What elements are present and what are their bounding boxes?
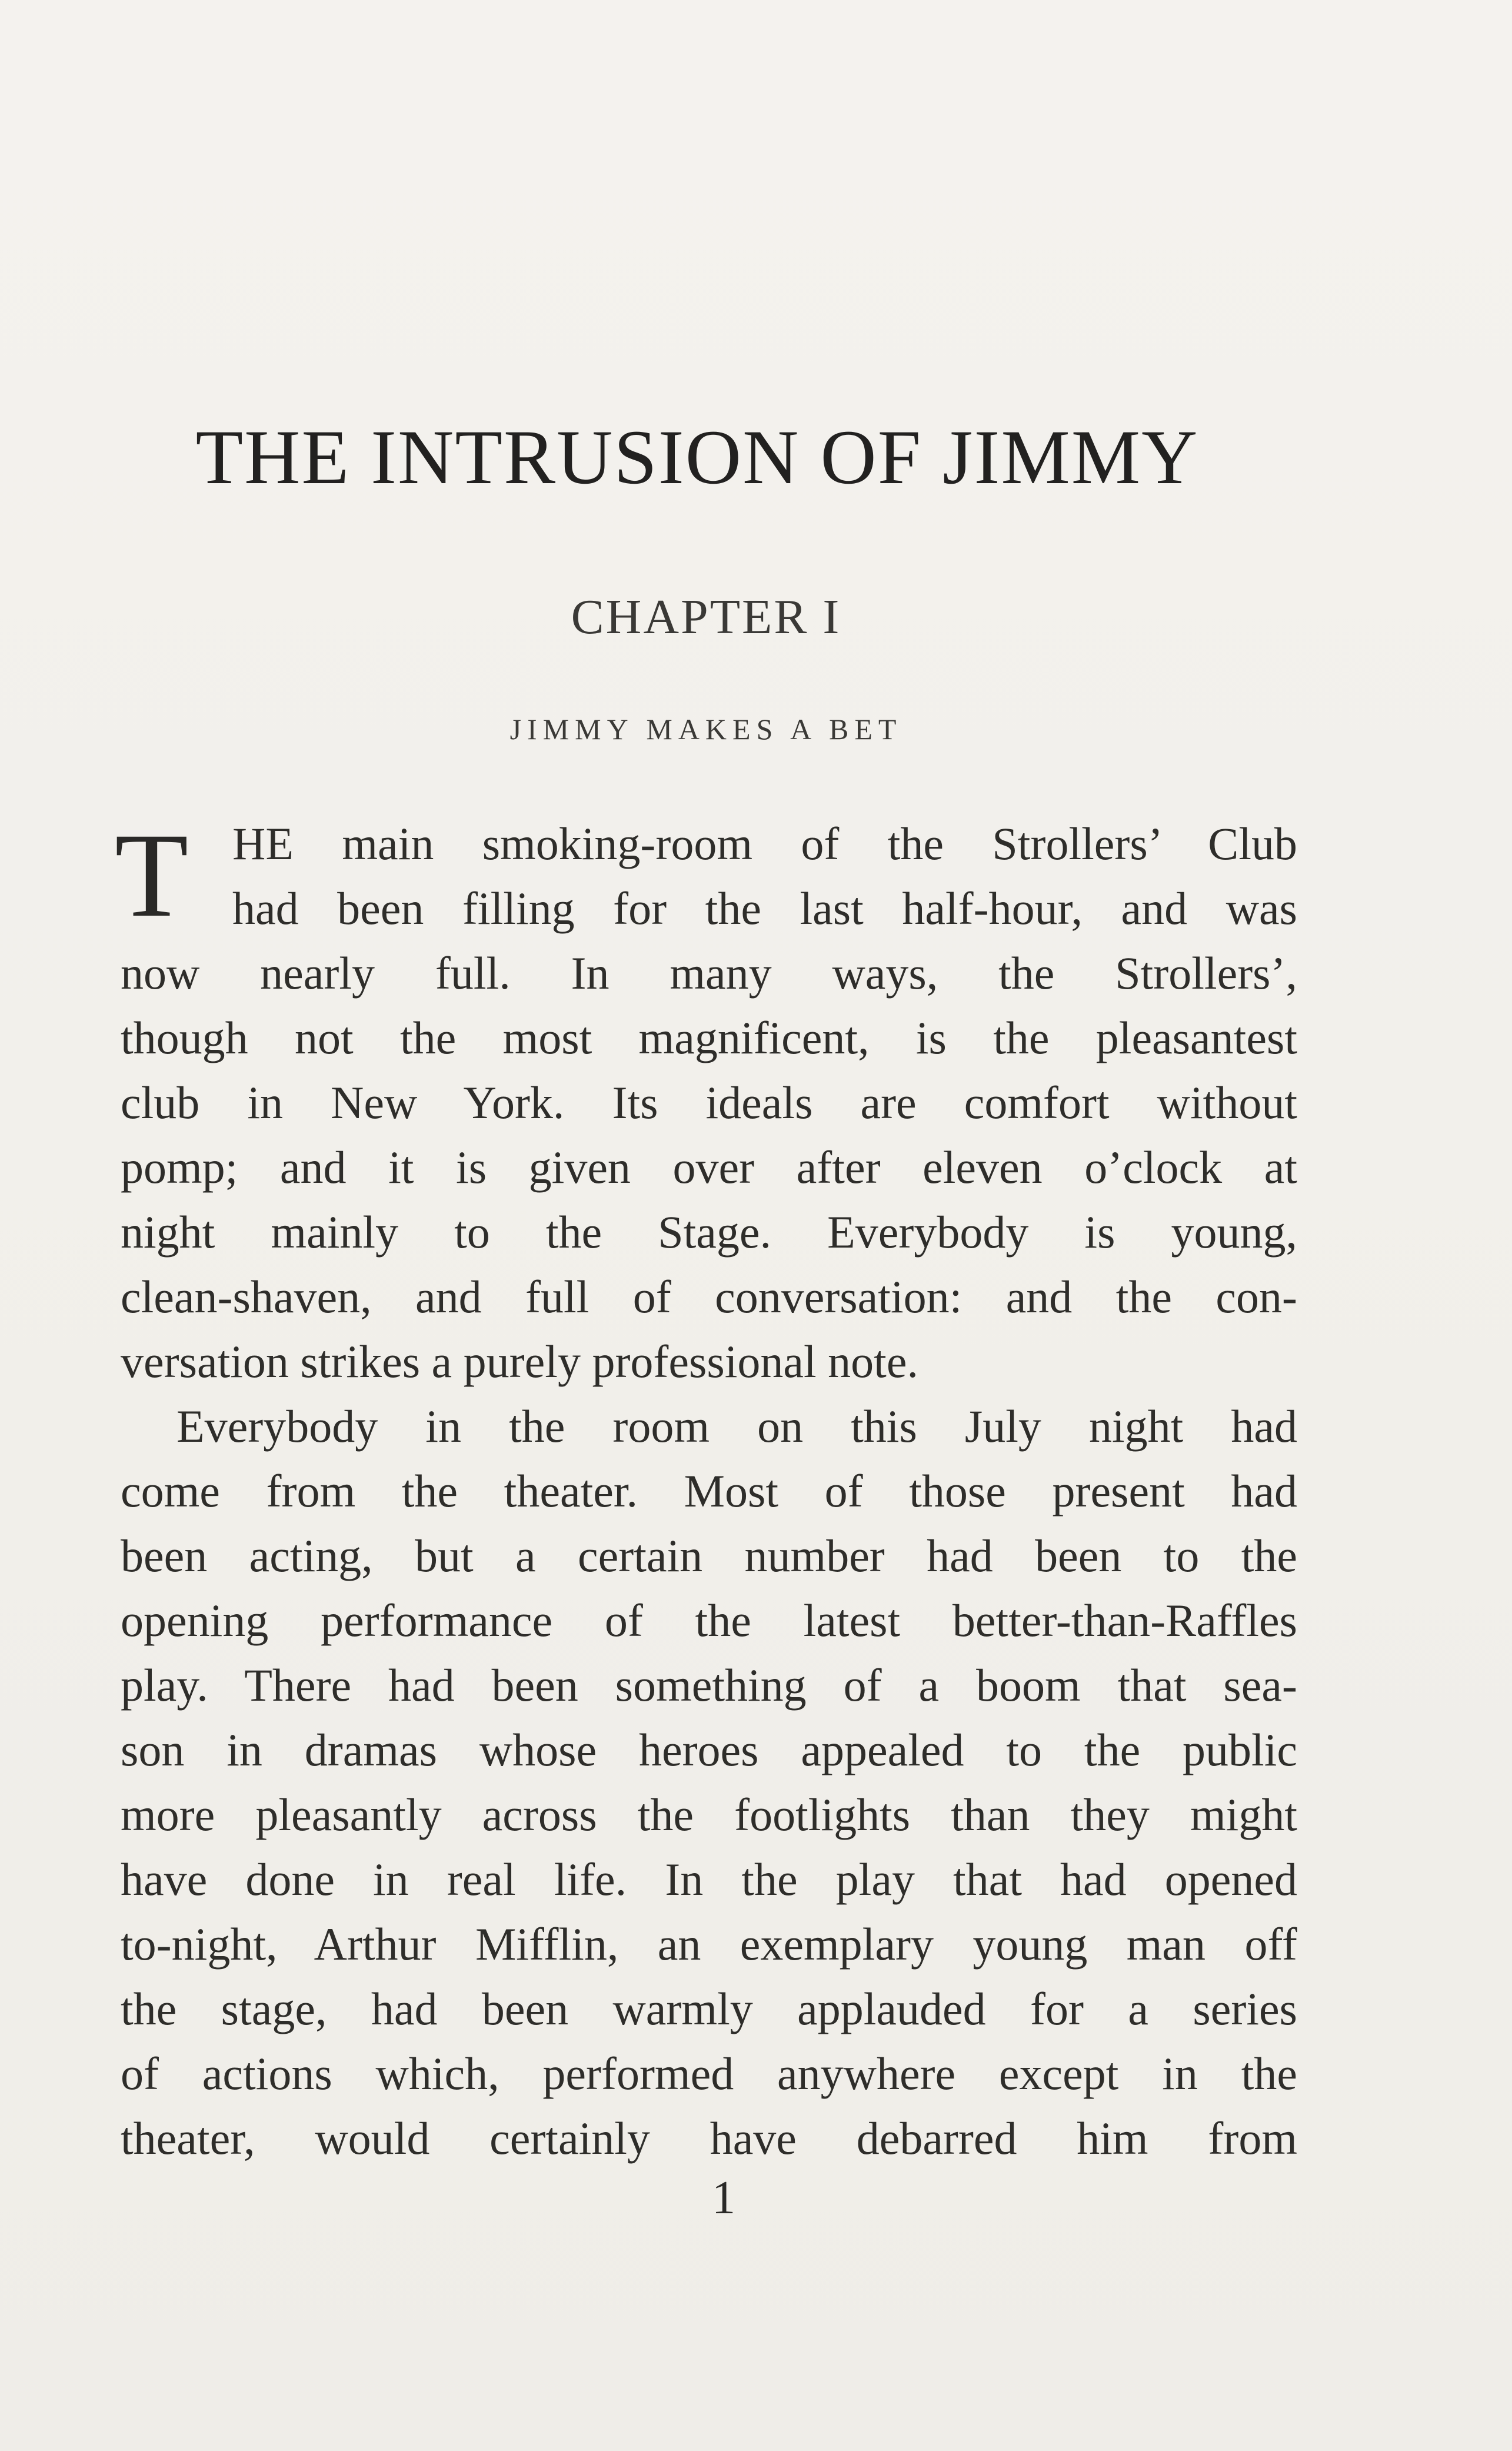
text-line: night mainly to the Stage. Everybody is young, <box>121 1206 1297 1258</box>
text-line: the stage, had been warmly applauded for a series <box>121 1983 1297 2034</box>
text-line: opening performance of the latest better-than-Raffles <box>121 1595 1297 1646</box>
text-line: theater, would certainly have debarred him from <box>121 2113 1297 2164</box>
text-line: play. There had been something of a boom that sea- <box>121 1660 1297 1711</box>
drop-cap: T <box>115 809 189 942</box>
text-line: to-night, Arthur Mifflin, an exemplary young man off <box>121 1918 1297 1970</box>
text-line: though not the most magnificent, is the pleasantest <box>121 1012 1297 1063</box>
text-line: son in dramas whose heroes appealed to the public <box>121 1724 1297 1775</box>
text-line: been acting, but a certain number had been to the <box>121 1530 1297 1581</box>
text-line: had been filling for the last half-hour, and was <box>232 883 1297 934</box>
text-line: pomp; and it is given over after eleven o’clock at <box>121 1142 1297 1193</box>
book-title: THE INTRUSION OF JIMMY <box>195 414 1199 500</box>
text-line: clean-shaven, and full of conversation: and the con- <box>121 1271 1297 1322</box>
text-line: now nearly full. In many ways, the Strollers’, <box>121 947 1297 999</box>
chapter-number: CHAPTER I <box>571 590 841 644</box>
text-line: Everybody in the room on this July night had <box>176 1401 1297 1452</box>
text-line: HE main smoking-room of the Strollers’ Club <box>232 818 1297 869</box>
text-line: more pleasantly across the footlights than they might <box>121 1789 1297 1840</box>
text-line: have done in real life. In the play that had opened <box>121 1854 1297 1905</box>
text-line: club in New York. Its ideals are comfort without <box>121 1077 1297 1128</box>
text-line: of actions which, performed anywhere except in the <box>121 2048 1297 2099</box>
text-line: come from the theater. Most of those present had <box>121 1465 1297 1517</box>
page-number: 1 <box>712 2172 735 2224</box>
chapter-title: JIMMY MAKES A BET <box>509 713 902 746</box>
text-line: versation strikes a purely professional note. <box>121 1336 918 1387</box>
